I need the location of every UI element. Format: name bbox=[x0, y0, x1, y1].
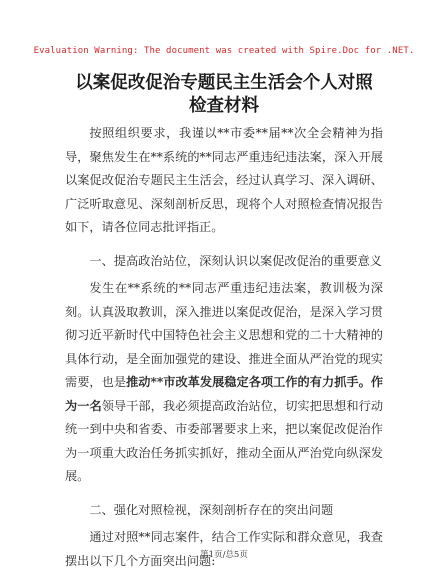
section-heading-2: 二、强化对照检视，深刻剖析存在的突出问题 bbox=[89, 502, 334, 517]
document-body bbox=[65, 122, 383, 573]
section-1-text-b: 领导干部，我必须提高政治站位，切实把思想和行动统一到中央和省委、市委部署要求上来，把以案促改促治作为一项重大政治任务抓实抓好，推动全面从严治党向纵深发展。 bbox=[65, 398, 384, 483]
section-1-paragraph bbox=[65, 277, 383, 489]
section-1-bold-text: 推动**市改革发展稳定各项工作的有力抓手。作为一名 bbox=[65, 375, 384, 413]
page-number-footer: 第1页/总5页 bbox=[200, 550, 248, 560]
evaluation-warning: Evaluation Warning: The document was created with Spire.Doc for .NET. bbox=[33, 46, 415, 56]
intro-paragraph: 按照组织要求，我谨以**市委**届**次全会精神为指导，聚焦发生在**系统的**同志严重违纪违法案，深入开展以案促改促治专题民主生活会，经过认真学习、深入调研、广泛听取意见、深刻剖析反思，现将个人对照检查情况报告如下，请各位同志批评指正。 bbox=[65, 126, 383, 234]
section-1-text-a: 发生在**系统的**同志严重违纪违法案，教训极为深刻。认真汲取教训，深入推进以案促改促治，是深入学习贯彻习近平新时代中国特色社会主义思想和党的二十大精神的具体行动，是全面加强党的建设、推进全面从严治党的现实需要，也是 bbox=[65, 281, 383, 389]
section-heading-1: 一、提高政治站位，深刻认识以案促改促治的重要意义 bbox=[89, 253, 382, 268]
document-title: 以案促改促治专题民主生活会个人对照检查材料 bbox=[75, 73, 373, 116]
section-2-paragraph: 通过对照**同志案件，结合工作实际和群众意见，我查摆出以下几个方面突出问题: bbox=[65, 530, 383, 568]
